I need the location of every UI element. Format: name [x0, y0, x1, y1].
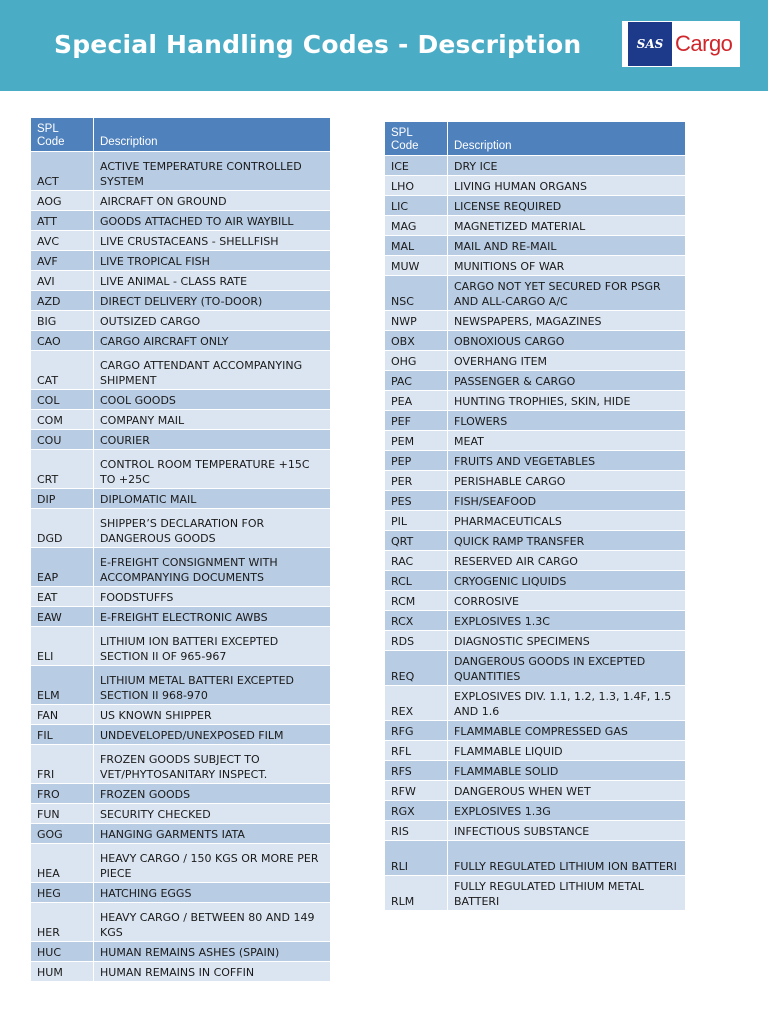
description-cell: E-FREIGHT CONSIGNMENT WITH ACCOMPANYING DOCUMENTS — [94, 548, 331, 587]
description-cell: CRYOGENIC LIQUIDS — [448, 571, 686, 591]
table-row — [31, 271, 331, 291]
spl-code-cell: ELI — [31, 627, 94, 666]
table-row — [31, 548, 331, 587]
table-row — [385, 511, 686, 531]
description-cell: E-FREIGHT ELECTRONIC AWBS — [94, 607, 331, 627]
spl-code-cell: PEM — [385, 431, 448, 451]
spl-code-cell: ICE — [385, 156, 448, 176]
table-row — [31, 962, 331, 982]
description-cell: MAIL AND RE-MAIL — [448, 236, 686, 256]
table-row — [31, 725, 331, 745]
description-cell: LITHIUM METAL BATTERI EXCEPTED SECTION II 968-970 — [94, 666, 331, 705]
spl-code-cell: GOG — [31, 824, 94, 844]
table-row — [31, 607, 331, 627]
description-cell: RESERVED AIR CARGO — [448, 551, 686, 571]
left-table-body — [31, 152, 331, 982]
spl-code-cell: RCM — [385, 591, 448, 611]
table-row — [31, 331, 331, 351]
spl-code-cell: CAT — [31, 351, 94, 390]
description-cell: DIPLOMATIC MAIL — [94, 489, 331, 509]
description-cell: PASSENGER & CARGO — [448, 371, 686, 391]
description-cell: FLAMMABLE LIQUID — [448, 741, 686, 761]
table-row — [31, 489, 331, 509]
table-row — [31, 191, 331, 211]
table-row — [31, 666, 331, 705]
table-row — [385, 571, 686, 591]
spl-code-cell: RGX — [385, 801, 448, 821]
table-row — [385, 431, 686, 451]
spl-code-cell: AVF — [31, 251, 94, 271]
spl-code-cell: RCL — [385, 571, 448, 591]
description-cell: US KNOWN SHIPPER — [94, 705, 331, 725]
table-row — [385, 721, 686, 741]
table-row — [385, 686, 686, 721]
table-row — [31, 311, 331, 331]
spl-code-cell: PEF — [385, 411, 448, 431]
table-row — [385, 551, 686, 571]
table-row — [31, 390, 331, 410]
spl-code-cell: DIP — [31, 489, 94, 509]
table-row — [31, 745, 331, 784]
table-row — [385, 781, 686, 801]
spl-code-cell: RDS — [385, 631, 448, 651]
description-cell: LIVING HUMAN ORGANS — [448, 176, 686, 196]
spl-code-cell: ELM — [31, 666, 94, 705]
description-cell: EXPLOSIVES 1.3C — [448, 611, 686, 631]
spl-code-cell: RLM — [385, 876, 448, 911]
spl-code-cell: RFG — [385, 721, 448, 741]
table-row — [31, 509, 331, 548]
description-cell: FOODSTUFFS — [94, 587, 331, 607]
description-cell: CONTROL ROOM TEMPERATURE +15C TO +25C — [94, 450, 331, 489]
description-cell: COMPANY MAIL — [94, 410, 331, 430]
description-cell: PERISHABLE CARGO — [448, 471, 686, 491]
spl-code-cell: FRI — [31, 745, 94, 784]
spl-code-cell: PAC — [385, 371, 448, 391]
description-cell: OVERHANG ITEM — [448, 351, 686, 371]
table-row — [385, 156, 686, 176]
description-cell: DANGEROUS GOODS IN EXCEPTED QUANTITIES — [448, 651, 686, 686]
description-cell: FLAMMABLE SOLID — [448, 761, 686, 781]
spl-code-cell: OHG — [385, 351, 448, 371]
description-cell: CARGO NOT YET SECURED FOR PSGR AND ALL-CARGO A/C — [448, 276, 686, 311]
description-cell: PHARMACEUTICALS — [448, 511, 686, 531]
spl-code-cell: REQ — [385, 651, 448, 686]
description-cell: FULLY REGULATED LITHIUM ION BATTERI — [448, 841, 686, 876]
spl-code-cell: MUW — [385, 256, 448, 276]
table-row — [385, 276, 686, 311]
table-row — [31, 231, 331, 251]
table-row — [31, 824, 331, 844]
description-cell: GOODS ATTACHED TO AIR WAYBILL — [94, 211, 331, 231]
spl-code-cell: RFW — [385, 781, 448, 801]
table-row — [385, 631, 686, 651]
table-row — [31, 450, 331, 489]
table-row — [385, 821, 686, 841]
table-row — [385, 741, 686, 761]
right-table-body — [385, 156, 686, 911]
table-row — [31, 410, 331, 430]
table-row — [385, 216, 686, 236]
description-cell: HUMAN REMAINS IN COFFIN — [94, 962, 331, 982]
spl-code-cell: RLI — [385, 841, 448, 876]
table-row — [385, 801, 686, 821]
table-header-row — [31, 118, 331, 152]
spl-code-cell: AOG — [31, 191, 94, 211]
spl-code-cell: NSC — [385, 276, 448, 311]
description-cell: OBNOXIOUS CARGO — [448, 331, 686, 351]
description-cell: MUNITIONS OF WAR — [448, 256, 686, 276]
table-row — [385, 411, 686, 431]
spl-code-cell: PEP — [385, 451, 448, 471]
spl-code-cell: HUM — [31, 962, 94, 982]
description-cell: INFECTIOUS SUBSTANCE — [448, 821, 686, 841]
description-cell: QUICK RAMP TRANSFER — [448, 531, 686, 551]
table-row — [31, 844, 331, 883]
description-cell: HANGING GARMENTS IATA — [94, 824, 331, 844]
spl-code-cell: AVC — [31, 231, 94, 251]
right-codes-table — [384, 121, 686, 911]
spl-code-cell: HEA — [31, 844, 94, 883]
spl-code-cell: CRT — [31, 450, 94, 489]
description-cell: COOL GOODS — [94, 390, 331, 410]
description-cell: DRY ICE — [448, 156, 686, 176]
spl-code-cell: REX — [385, 686, 448, 721]
table-row — [31, 627, 331, 666]
spl-code-cell: LHO — [385, 176, 448, 196]
table-row — [385, 311, 686, 331]
spl-code-cell: EAW — [31, 607, 94, 627]
table-row — [31, 784, 331, 804]
table-row — [31, 804, 331, 824]
spl-code-cell: AVI — [31, 271, 94, 291]
spl-code-cell: NWP — [385, 311, 448, 331]
spl-code-cell: CAO — [31, 331, 94, 351]
table-row — [385, 841, 686, 876]
description-cell: OUTSIZED CARGO — [94, 311, 331, 331]
table-row — [385, 876, 686, 911]
table-row — [385, 256, 686, 276]
description-cell: CARGO AIRCRAFT ONLY — [94, 331, 331, 351]
spl-code-cell: AZD — [31, 291, 94, 311]
spl-code-cell: PER — [385, 471, 448, 491]
description-cell: CORROSIVE — [448, 591, 686, 611]
description-cell: UNDEVELOPED/UNEXPOSED FILM — [94, 725, 331, 745]
description-cell: HEAVY CARGO / BETWEEN 80 AND 149 KGS — [94, 903, 331, 942]
spl-code-cell: FIL — [31, 725, 94, 745]
table-row — [385, 531, 686, 551]
table-row — [385, 196, 686, 216]
spl-code-cell: ATT — [31, 211, 94, 231]
description-cell: LIVE ANIMAL - CLASS RATE — [94, 271, 331, 291]
table-row — [385, 651, 686, 686]
description-cell: NEWSPAPERS, MAGAZINES — [448, 311, 686, 331]
spl-code-cell: DGD — [31, 509, 94, 548]
spl-code-cell: MAL — [385, 236, 448, 256]
table-row — [385, 351, 686, 371]
description-cell: COURIER — [94, 430, 331, 450]
description-cell: HEAVY CARGO / 150 KGS OR MORE PER PIECE — [94, 844, 331, 883]
spl-code-cell: RFS — [385, 761, 448, 781]
table-row — [385, 391, 686, 411]
page-title: Special Handling Codes - Description — [54, 30, 582, 59]
spl-code-cell: PEA — [385, 391, 448, 411]
table-row — [31, 291, 331, 311]
table-row — [31, 430, 331, 450]
description-cell: DIRECT DELIVERY (TO-DOOR) — [94, 291, 331, 311]
description-cell: LITHIUM ION BATTERI EXCEPTED SECTION II OF 965-967 — [94, 627, 331, 666]
description-cell: EXPLOSIVES 1.3G — [448, 801, 686, 821]
description-cell: FULLY REGULATED LITHIUM METAL BATTERI — [448, 876, 686, 911]
spl-code-cell: RAC — [385, 551, 448, 571]
description-cell: DIAGNOSTIC SPECIMENS — [448, 631, 686, 651]
cargo-logo-text: Cargo — [675, 31, 733, 56]
description-header: Description — [94, 118, 331, 152]
table-header-row — [385, 122, 686, 156]
table-row — [385, 236, 686, 256]
description-cell: SHIPPER’S DECLARATION FOR DANGEROUS GOODS — [94, 509, 331, 548]
table-row — [31, 152, 331, 191]
description-cell: FLAMMABLE COMPRESSED GAS — [448, 721, 686, 741]
table-row — [385, 611, 686, 631]
table-row — [385, 331, 686, 351]
table-row — [385, 451, 686, 471]
table-row — [385, 761, 686, 781]
description-cell: FISH/SEAFOOD — [448, 491, 686, 511]
spl-code-cell: MAG — [385, 216, 448, 236]
table-row — [31, 942, 331, 962]
description-cell: DANGEROUS WHEN WET — [448, 781, 686, 801]
description-cell: LICENSE REQUIRED — [448, 196, 686, 216]
spl-code-cell: FRO — [31, 784, 94, 804]
description-header: Description — [448, 122, 686, 156]
table-row — [385, 371, 686, 391]
spl-code-cell: ACT — [31, 152, 94, 191]
table-row — [385, 471, 686, 491]
description-cell: LIVE TROPICAL FISH — [94, 251, 331, 271]
page-header — [0, 0, 768, 91]
description-cell: MAGNETIZED MATERIAL — [448, 216, 686, 236]
table-row — [31, 251, 331, 271]
spl-code-cell: COL — [31, 390, 94, 410]
description-cell: LIVE CRUSTACEANS - SHELLFISH — [94, 231, 331, 251]
spl-code-cell: COU — [31, 430, 94, 450]
spl-code-cell: FUN — [31, 804, 94, 824]
spl-code-cell: RCX — [385, 611, 448, 631]
spl-code-cell: OBX — [385, 331, 448, 351]
sas-logo-mark: SAS — [628, 22, 672, 66]
description-cell: MEAT — [448, 431, 686, 451]
table-row — [31, 587, 331, 607]
table-row — [385, 176, 686, 196]
spl-code-cell: RIS — [385, 821, 448, 841]
spl-code-cell: HUC — [31, 942, 94, 962]
description-cell: FRUITS AND VEGETABLES — [448, 451, 686, 471]
table-row — [31, 351, 331, 390]
spl-code-header: SPL Code — [31, 118, 94, 152]
description-cell: HATCHING EGGS — [94, 883, 331, 903]
description-cell: AIRCRAFT ON GROUND — [94, 191, 331, 211]
spl-code-cell: EAP — [31, 548, 94, 587]
spl-code-cell: QRT — [385, 531, 448, 551]
table-row — [31, 705, 331, 725]
table-row — [31, 211, 331, 231]
description-cell: HUNTING TROPHIES, SKIN, HIDE — [448, 391, 686, 411]
description-cell: EXPLOSIVES DIV. 1.1, 1.2, 1.3, 1.4F, 1.5 AND 1.6 — [448, 686, 686, 721]
description-cell: FROZEN GOODS — [94, 784, 331, 804]
description-cell: HUMAN REMAINS ASHES (SPAIN) — [94, 942, 331, 962]
sas-cargo-logo — [622, 21, 740, 67]
spl-code-cell: EAT — [31, 587, 94, 607]
description-cell: FROZEN GOODS SUBJECT TO VET/PHYTOSANITARY INSPECT. — [94, 745, 331, 784]
spl-code-cell: RFL — [385, 741, 448, 761]
table-row — [385, 591, 686, 611]
description-cell: SECURITY CHECKED — [94, 804, 331, 824]
left-codes-table — [30, 117, 331, 982]
spl-code-cell: LIC — [385, 196, 448, 216]
table-row — [31, 903, 331, 942]
description-cell: ACTIVE TEMPERATURE CONTROLLED SYSTEM — [94, 152, 331, 191]
table-row — [31, 883, 331, 903]
spl-code-cell: PES — [385, 491, 448, 511]
spl-code-cell: COM — [31, 410, 94, 430]
description-cell: CARGO ATTENDANT ACCOMPANYING SHIPMENT — [94, 351, 331, 390]
spl-code-cell: PIL — [385, 511, 448, 531]
spl-code-cell: HER — [31, 903, 94, 942]
spl-code-cell: HEG — [31, 883, 94, 903]
spl-code-cell: BIG — [31, 311, 94, 331]
spl-code-header: SPL Code — [385, 122, 448, 156]
table-row — [385, 491, 686, 511]
spl-code-cell: FAN — [31, 705, 94, 725]
description-cell: FLOWERS — [448, 411, 686, 431]
